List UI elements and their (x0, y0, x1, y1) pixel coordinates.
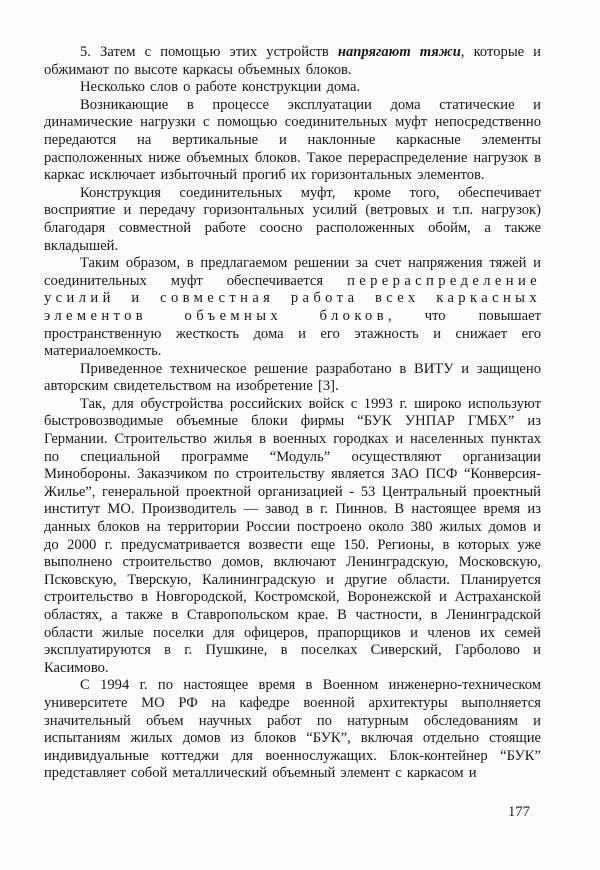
paragraph (44, 44, 541, 79)
text-segment: С 1994 г. по настоящее время в Военном инженерно-техническом университете МО РФ на кафедре военной архитектуры выполняется значительный объем научных работ по натурным обследованиям и испытаниям жилых домов из блоков “БУК”, включая отдельно стоящие индивидуальные коттеджи для военнослужащих. Блок-контейнер “БУК” представляет собой металлический объемный элемент с каркасом и (44, 677, 541, 782)
text-segment: , что повышает пространственную жесткость дома и его этажность и снижает его материалоемкость. (44, 307, 541, 360)
paragraph (44, 255, 541, 361)
text-segment: , которые и обжимают по высоте каркасы объемных блоков. (44, 44, 541, 78)
paragraph (44, 361, 541, 396)
paragraph (44, 396, 541, 678)
text-segment: Конструкция соединительных муфт, кроме того, обеспечивает восприятие и передачу горизонтальных усилий (ветровых и т.п. нагрузок) благодаря совместной работе соосно расположенных обойм, а также вкладышей. (44, 184, 541, 254)
paragraph (44, 79, 541, 97)
emphasized-text: напрягают тяжи (337, 44, 461, 60)
text-segment: Несколько слов о работе конструкции дома. (80, 79, 361, 96)
text-segment: Приведенное техническое решение разработано в ВИТУ и защищено авторским свидетельством на изобретение [3]. (44, 360, 541, 395)
text-segment: Таким образом, в предлагаемом решении за счет напряжения тяжей и соединительных муфт обеспечивается (44, 255, 541, 289)
page-number: 177 (508, 804, 530, 820)
letterspaced-text: перераспределение усилий и совместная работа всех каркасных элементов объемных блоков (44, 272, 541, 324)
document-text (44, 44, 541, 783)
text-segment: Возникающие в процессе эксплуатации дома статические и динамические нагрузки с помощью соединительных муфт непосредственно передаются на вертикальные и наклонные каркасные элементы расположенных ниже объемных блоков. Такое перераспределение нагрузок в каркас исключает избыточный прогиб их горизонтальных элементов. (44, 96, 541, 184)
text-segment: Так, для обустройства российских войск с 1993 г. широко используют быстровозводимые объемные блоки фирмы “БУК УНПАР ГМБХ” из Германии. Строительство жилья в военных городках и населенных пунктах по специальной программе “Модуль” осуществляют организации Минобороны. Заказчиком по строительству является ЗАО ПСФ “Конверсия-Жилье”, генеральной проектной организацией - 53 Центральный проектный институт МО. Производитель — завод в г. Пиннов. В настоящее время из данных блоков на территории России построено около 380 жилых домов и до 2000 г. предусматривается возвести еще 150. Регионы, в которых уже выполнено строительство домов, включают Ленинградскую, Московскую, Псковскую, Тверскую, Калининградскую и другие области. Планируется строительство в Новгородской, Костромской, Воронежской и Астраханской областях, а также в Ставропольском крае. В частности, в Ленинградской области жилые поселки для офицеров, прапорщиков и членов их семей эксплуатируются в г. Пушкине, в поселках Сиверский, Гарболово и Касимово. (44, 395, 541, 676)
paragraph (44, 677, 541, 783)
paragraph (44, 185, 541, 255)
text-segment: 5. Затем с помощью этих устройств (80, 44, 338, 60)
paragraph (44, 97, 541, 185)
